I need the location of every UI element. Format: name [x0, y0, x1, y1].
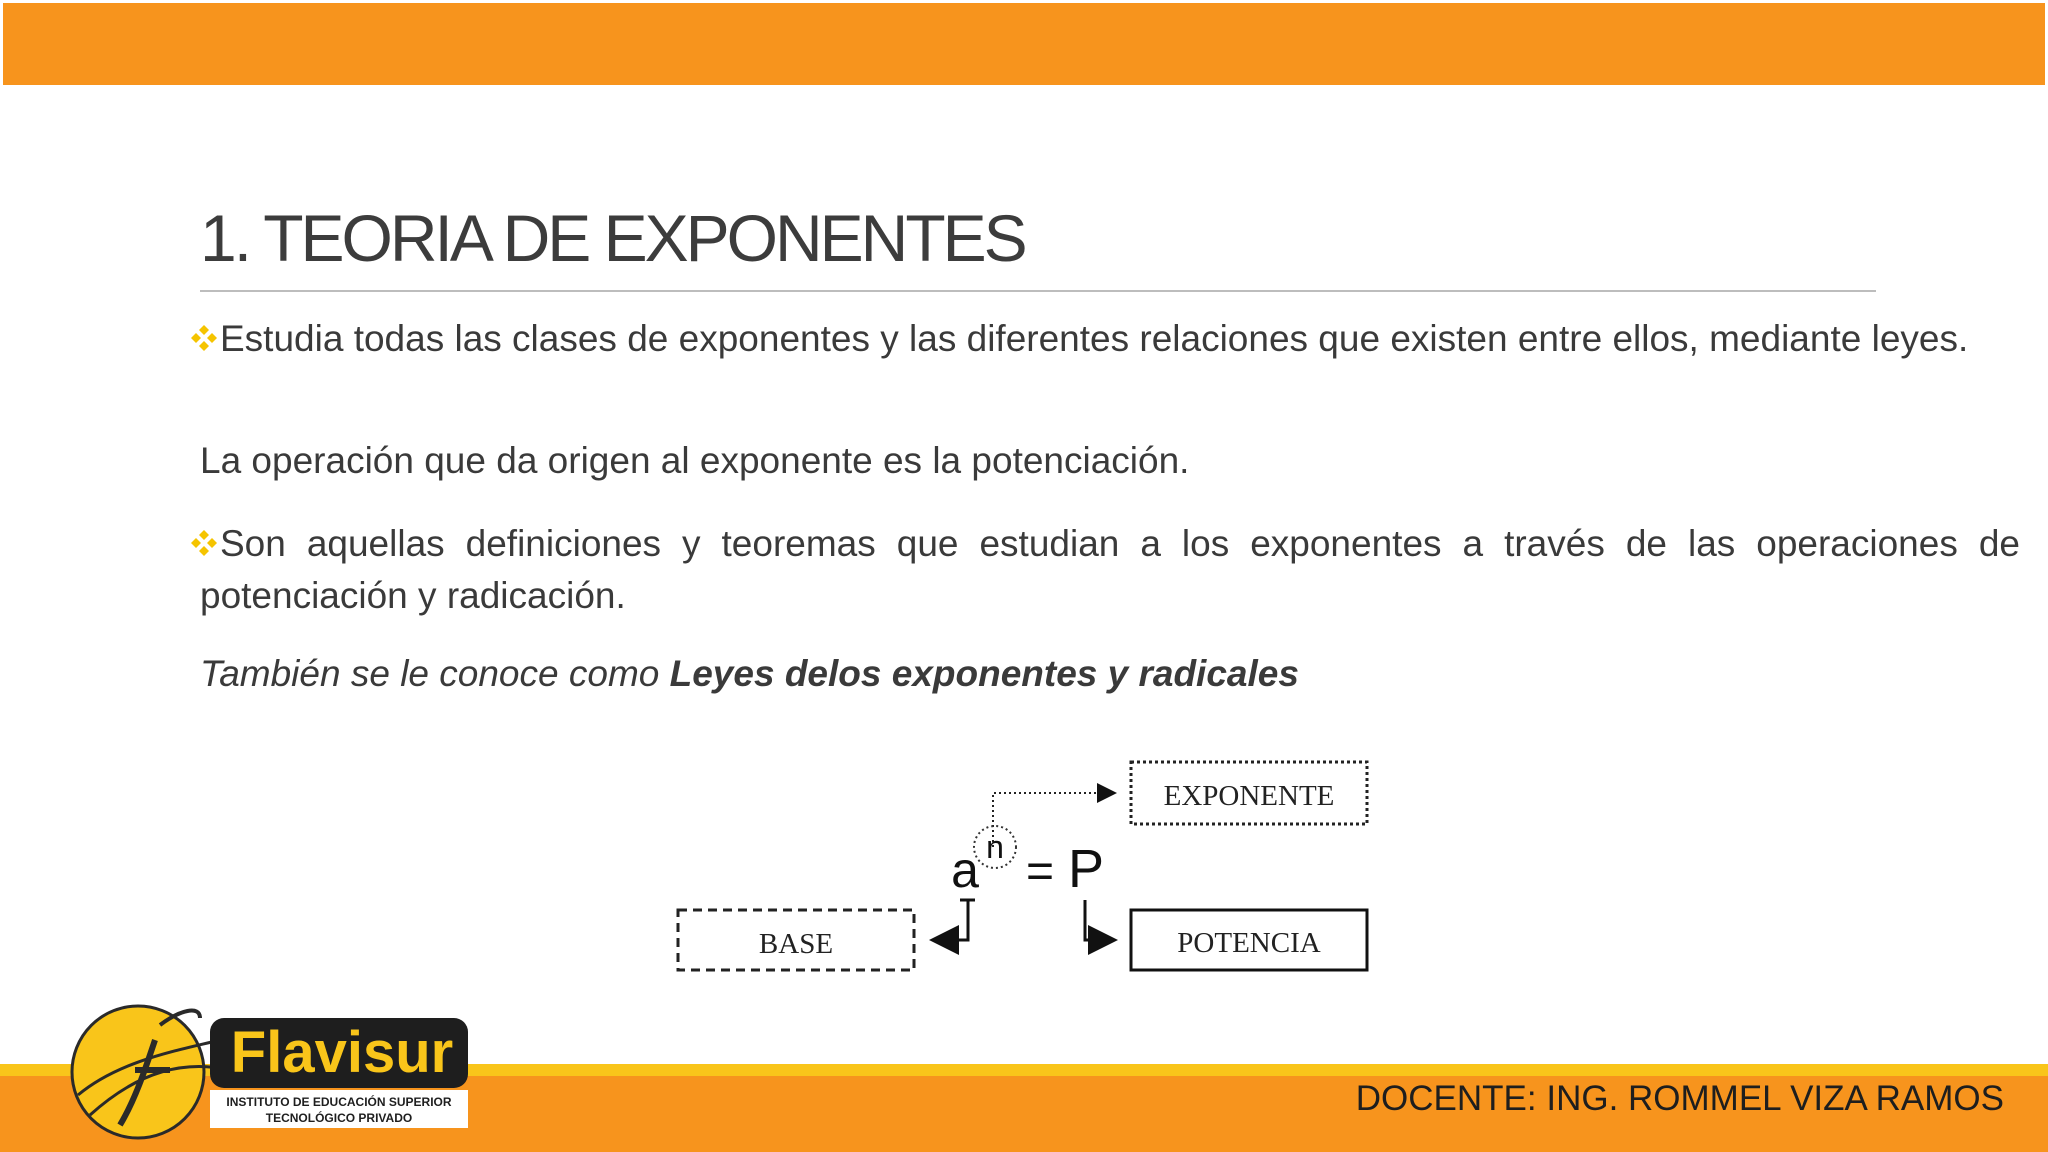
flavisur-logo — [60, 1000, 480, 1140]
paragraph-4-emphasis: Leyes delos exponentes y radicales — [669, 653, 1299, 694]
exponent-label: EXPONENTE — [1163, 780, 1335, 812]
paragraph-1 — [200, 316, 2020, 362]
power-label: POTENCIA — [1177, 927, 1321, 959]
logo-subtitle-1: INSTITUTO DE EDUCACIÓN SUPERIOR — [226, 1095, 452, 1109]
paragraph-1-text: Estudia todas las clases de exponentes y las diferentes relaciones que existen entre ellos, mediante leyes. — [220, 318, 1969, 359]
power-symbol: P — [1067, 839, 1105, 899]
paragraph-4-intro: También se le conoce como — [200, 653, 670, 694]
base-connector — [935, 900, 975, 940]
title-divider — [200, 290, 1876, 292]
slide-title: 1. TEORIA DE EXPONENTES — [200, 201, 1025, 275]
paragraph-4 — [200, 651, 2020, 697]
paragraph-3 — [200, 518, 2020, 622]
paragraph-3-text: Son aquellas definiciones y teoremas que estudian a los exponentes a través de las operaciones de potenciación y radicación. — [200, 523, 2020, 616]
diamond-bullet-icon — [188, 528, 220, 558]
equals-symbol: = — [1025, 845, 1055, 898]
exponent-symbol: n — [986, 829, 1004, 865]
teacher-name: DOCENTE: ING. ROMMEL VIZA RAMOS — [1355, 1079, 2004, 1118]
exponent-diagram — [660, 750, 1380, 990]
paragraph-2: La operación que da origen al exponente es la potenciación. — [200, 440, 1190, 481]
base-symbol: a — [951, 842, 979, 898]
logo-subtitle-2: TECNOLÓGICO PRIVADO — [265, 1111, 413, 1125]
power-connector — [1085, 900, 1112, 940]
diamond-bullet-icon — [188, 323, 220, 353]
base-label: BASE — [758, 928, 834, 960]
top-accent-bar — [3, 3, 2045, 85]
logo-wordmark: Flavisur — [230, 1020, 454, 1085]
